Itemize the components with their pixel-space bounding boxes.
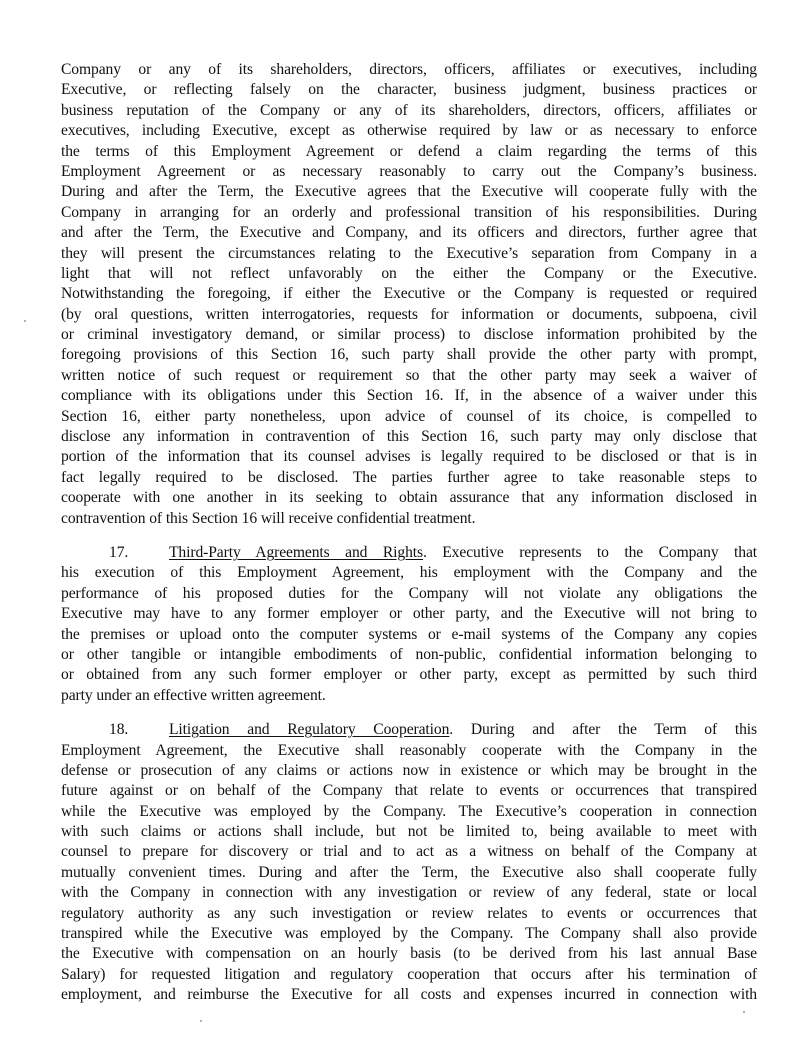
text-line: Company in arranging for an orderly and professional transition of his responsibilities. During xyxy=(61,203,757,221)
text-line: defense or prosecution of any claims or actions now in existence or which may be brought in the xyxy=(61,761,757,779)
text-line: party under an effective written agreement. xyxy=(61,686,326,704)
text-line: During and after the Term, the Executive agrees that the Executive will cooperate fully with the xyxy=(61,183,757,201)
text-line: Executive, or reflecting falsely on the character, business judgment, business practices or xyxy=(61,81,757,99)
text-line: with such claims or actions shall include, but not be limited to, being available to meet with xyxy=(61,823,757,841)
section-intro-text: . During and after the Term of this xyxy=(449,721,757,739)
text-line: compliance with its obligations under this Section 16. If, in the absence of a waiver under this xyxy=(61,387,757,405)
text-line: disclose any information in contravention of this Section 16, such party may only disclose that xyxy=(61,428,757,446)
text-line: transpired while the Executive was employed by the Company. The Company shall also provide xyxy=(61,925,757,943)
section-number: 18. xyxy=(109,721,129,739)
text-line: (by oral questions, written interrogatories, requests for information or documents, subpoena, civil xyxy=(61,305,757,323)
text-line: they will present the circumstances relating to the Executive’s separation from Company in a xyxy=(61,244,757,262)
section-16-paragraph xyxy=(61,60,757,529)
text-line: the Executive with compensation on an hourly basis (to be derived from his last annual Base xyxy=(61,945,757,963)
text-line: Employment Agreement or as necessary reasonably to carry out the Company’s business. xyxy=(61,162,757,180)
section-heading-line xyxy=(61,543,757,563)
text-line: portion of the information that its counsel advises is legally required to be disclosed or that is in xyxy=(61,448,757,466)
text-line: mutually convenient times. During and after the Term, the Executive also shall cooperate fully xyxy=(61,863,757,881)
text-line: Company or any of its shareholders, directors, officers, affiliates or executives, including xyxy=(61,61,757,78)
text-line: regulatory authority as any such investigation or review relates to events or occurrences that xyxy=(61,904,757,922)
scan-speck xyxy=(743,1011,745,1013)
section-title: Third-Party Agreements and Rights xyxy=(169,543,423,561)
text-line: or obtained from any such former employer or other party, except as permitted by such third xyxy=(61,666,757,684)
text-line: or other tangible or intangible embodiments of non-public, confidential information belonging to xyxy=(61,645,757,663)
text-line: future against or on behalf of the Company that relate to events or occurrences that transpired xyxy=(61,782,757,800)
scan-speck xyxy=(200,1020,202,1022)
section-17-paragraph xyxy=(61,543,757,706)
text-line: performance of his proposed duties for the Company will not violate any obligations the xyxy=(61,584,757,602)
text-line: the premises or upload onto the computer systems or e-mail systems of the Company any copies xyxy=(61,625,757,643)
text-line: Executive may have to any former employer or other party, and the Executive will not bring to xyxy=(61,605,757,623)
text-line: executives, including Executive, except as otherwise required by law or as necessary to enforce xyxy=(61,122,757,140)
document-page xyxy=(61,60,757,1006)
text-line: while the Executive was employed by the Company. The Executive’s cooperation in connection xyxy=(61,802,757,820)
section-number: 17. xyxy=(109,543,129,561)
section-intro-text: . Executive represents to the Company that xyxy=(422,543,757,561)
text-line: cooperate with one another in its seeking to obtain assurance that any information disclosed in xyxy=(61,489,757,507)
scan-speck xyxy=(24,320,26,322)
text-line: business reputation of the Company or any of its shareholders, directors, officers, affiliates or xyxy=(61,101,757,119)
text-line: Salary) for requested litigation and regulatory cooperation that occurs after his termination of xyxy=(61,965,757,983)
text-line: Section 16, either party nonetheless, upon advice of counsel of its choice, is compelled to xyxy=(61,407,757,425)
text-line: written notice of such request or requirement so that the other party may seek a waiver of xyxy=(61,366,757,384)
text-line: or criminal investigatory demand, or similar process) to disclose information prohibited by the xyxy=(61,326,757,344)
text-line: with the Company in connection with any investigation or review of any federal, state or local xyxy=(61,884,757,902)
text-line: Notwithstanding the foregoing, if either the Executive or the Company is requested or required xyxy=(61,285,757,303)
section-heading-line xyxy=(61,720,757,740)
text-line: contravention of this Section 16 will receive confidential treatment. xyxy=(61,509,476,527)
text-line: fact legally required to be disclosed. The parties further agree to take reasonable steps to xyxy=(61,468,757,486)
text-line: the terms of this Employment Agreement or defend a claim regarding the terms of this xyxy=(61,142,757,160)
text-line: employment, and reimburse the Executive for all costs and expenses incurred in connection with xyxy=(61,986,757,1004)
text-line: and after the Term, the Executive and Company, and its officers and directors, further agree that xyxy=(61,224,757,242)
text-line: his execution of this Employment Agreement, his employment with the Company and the xyxy=(61,564,757,582)
section-title: Litigation and Regulatory Cooperation xyxy=(169,721,450,739)
section-18-paragraph xyxy=(61,720,757,1005)
text-line: foregoing provisions of this Section 16, such party shall provide the other party with prompt, xyxy=(61,346,757,364)
text-line: light that will not reflect unfavorably on the either the Company or the Executive. xyxy=(61,264,757,282)
text-line: counsel to prepare for discovery or trial and to act as a witness on behalf of the Company at xyxy=(61,843,757,861)
text-line: Employment Agreement, the Executive shall reasonably cooperate with the Company in the xyxy=(61,741,757,759)
